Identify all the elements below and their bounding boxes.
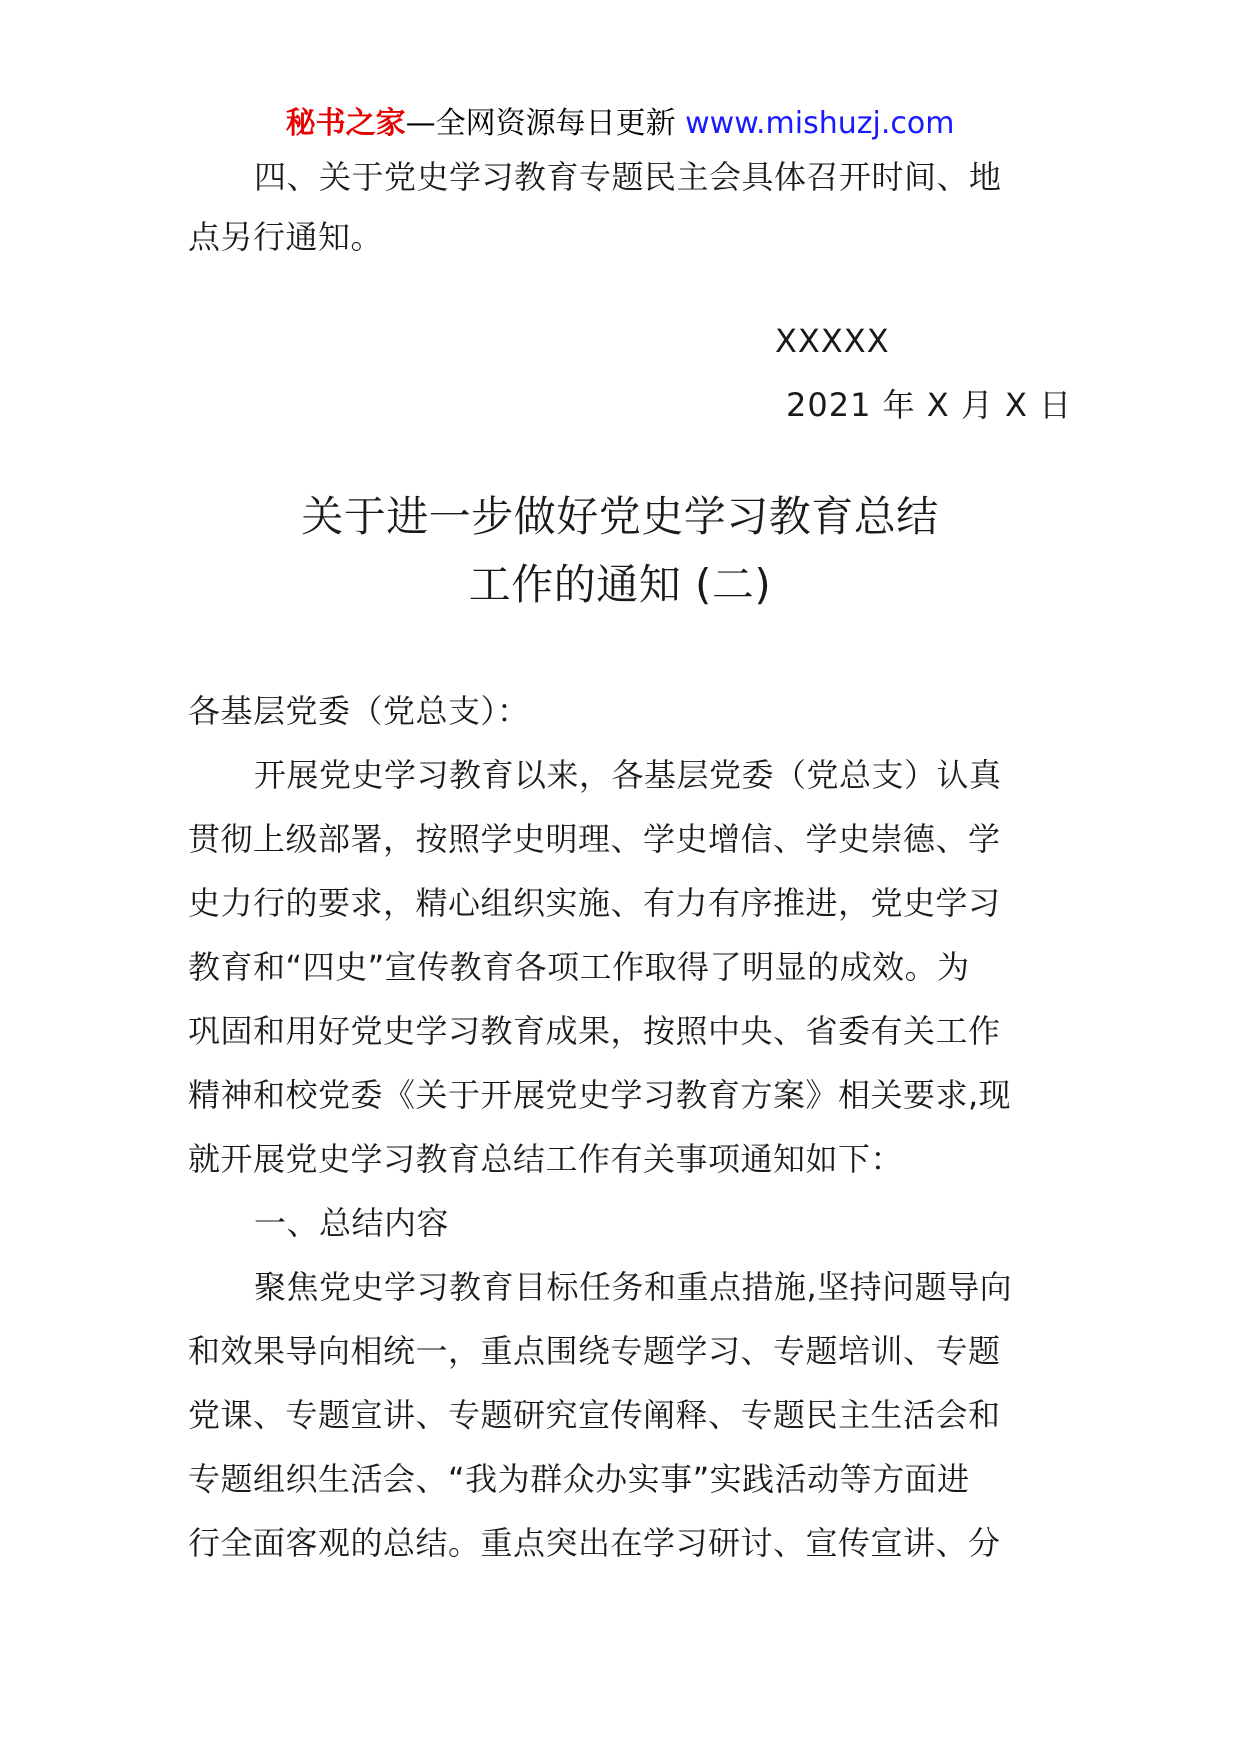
document-title-line: 关于进一步做好党史学习教育总结 — [301, 492, 939, 541]
previous-line: 点另行通知。 — [188, 218, 384, 256]
paragraph-line: 教育和“四史”宣传教育各项工作取得了明显的成效。为 — [188, 948, 970, 986]
paragraph-line: 行全面客观的总结。重点突出在学习研讨、宣传宣讲、分 — [188, 1524, 1001, 1562]
paragraph-line: 精神和校党委《关于开展党史学习教育方案》相关要求,现 — [188, 1076, 1012, 1114]
paragraph-line: 和效果导向相统一，重点围绕专题学习、专题培训、专题 — [188, 1332, 1001, 1370]
paragraph-line: 聚焦党史学习教育目标任务和重点措施,坚持问题导向 — [254, 1268, 1013, 1306]
previous-line: 四、关于党史学习教育专题民主会具体召开时间、地 — [254, 158, 1002, 196]
paragraph-line: 党课、专题宣讲、专题研究宣传阐释、专题民主生活会和 — [188, 1396, 1001, 1434]
document-title-line: 工作的通知 (二) — [468, 560, 772, 609]
paragraph-line: 就开展党史学习教育总结工作有关事项通知如下： — [188, 1140, 904, 1178]
paragraph-line: 开展党史学习教育以来，各基层党委（党总支）认真 — [254, 756, 1002, 794]
paragraph-line: 巩固和用好党史学习教育成果，按照中央、省委有关工作 — [188, 1012, 1001, 1050]
site-url-link[interactable]: www.mishuzj.com — [685, 106, 955, 141]
signature-date: 2021 年 X 月 X 日 — [786, 386, 1073, 424]
paragraph-line: 贯彻上级部署，按照学史明理、学史增信、学史崇德、学 — [188, 820, 1001, 858]
brand-name: 秘书之家 — [285, 106, 406, 141]
section-heading: 一、总结内容 — [254, 1204, 450, 1242]
signature-org: XXXXX — [775, 322, 890, 360]
salutation: 各基层党委（党总支）： — [188, 692, 530, 730]
paragraph-line: 史力行的要求，精心组织实施、有力有序推进，党史学习 — [188, 884, 1001, 922]
header-tagline: —全网资源每日更新 — [405, 106, 686, 141]
paragraph-line: 专题组织生活会、“我为群众办实事”实践活动等方面进 — [188, 1460, 970, 1498]
site-header — [0, 102, 1240, 146]
